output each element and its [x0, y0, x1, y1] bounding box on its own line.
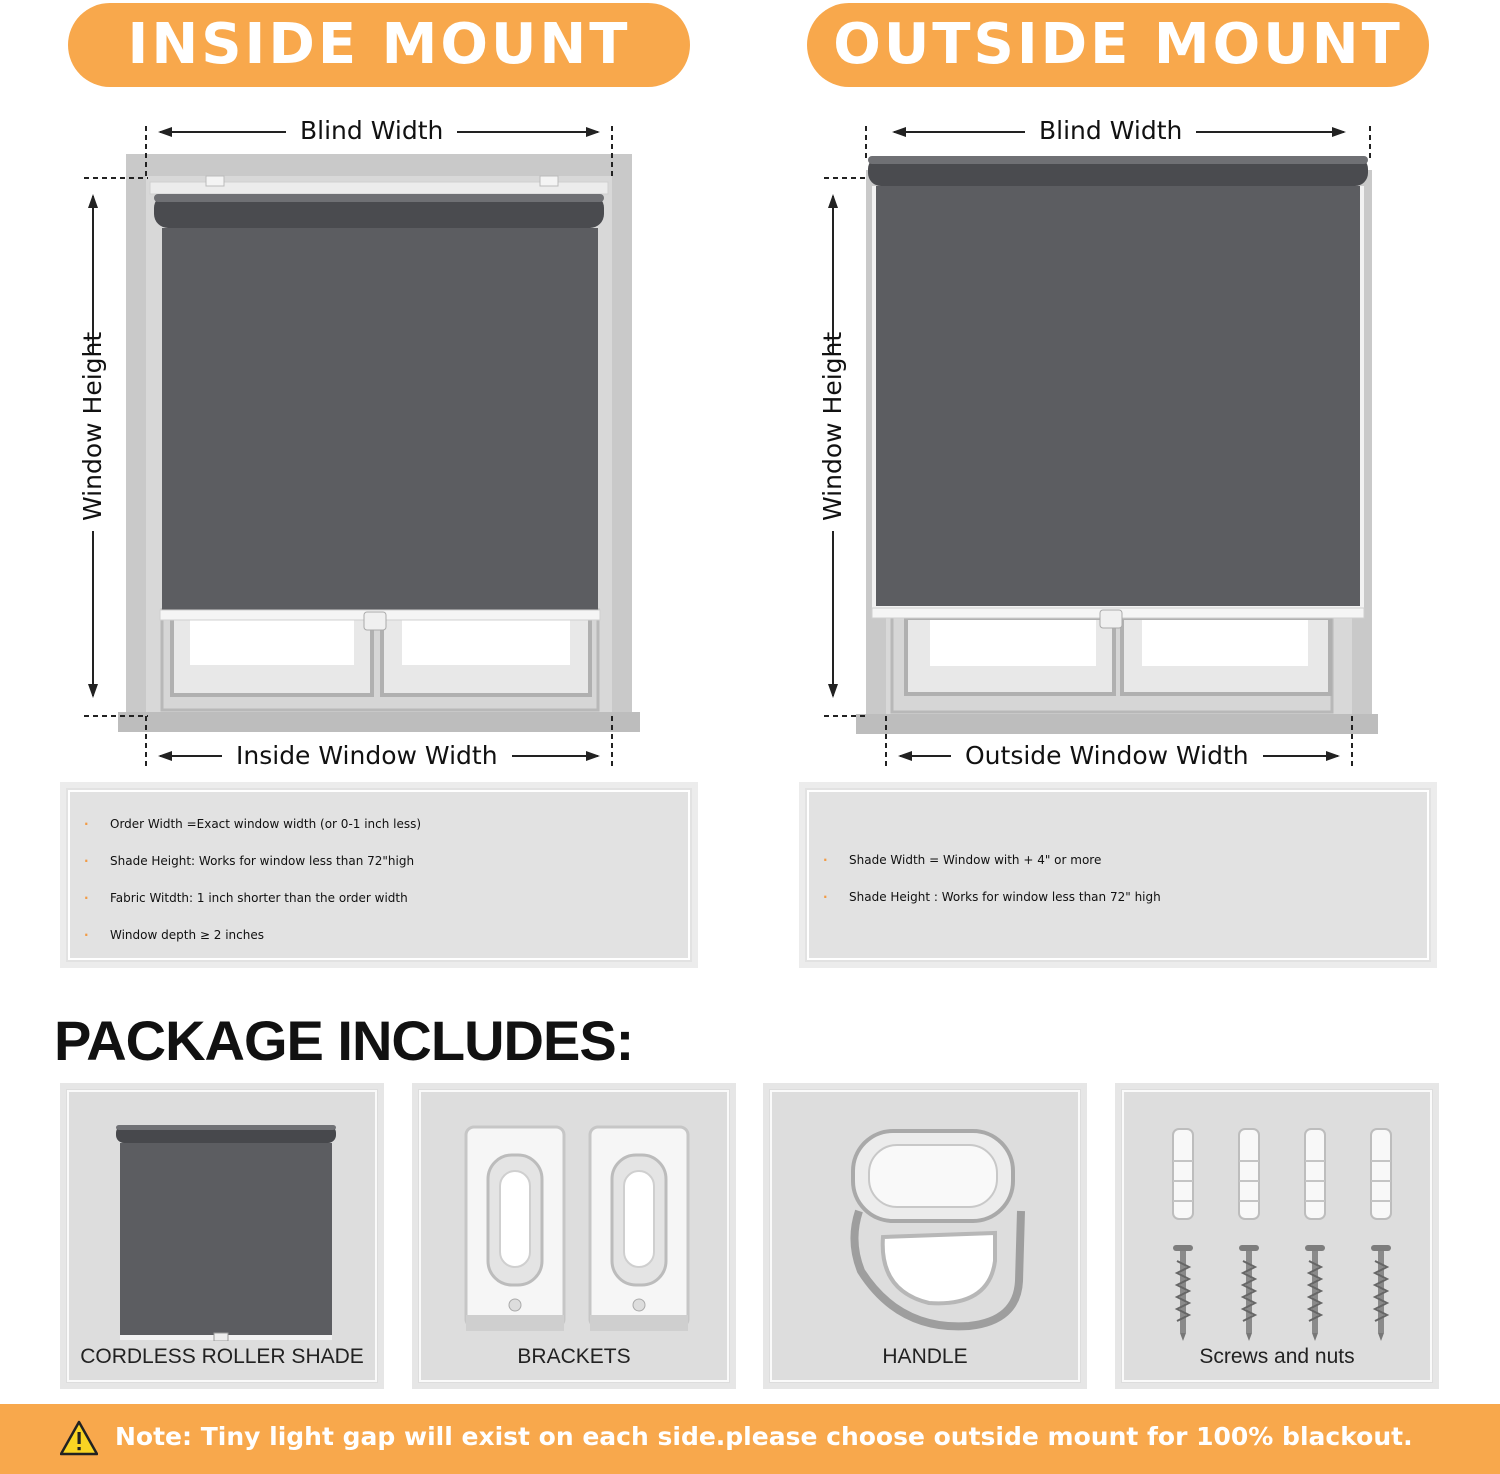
note-bar [0, 1404, 1500, 1474]
note-text: Note: Tiny light gap will exist on each side.please choose outside mount for 100% blackout. [115, 1422, 1413, 1451]
inside-mount-diagram [0, 110, 750, 780]
list-item: · Shade Height : Works for window less than 72" high [805, 879, 1431, 916]
inside-specs-list [66, 806, 692, 954]
outside-mount-diagram [750, 110, 1500, 780]
package-card-handle [763, 1083, 1087, 1389]
package-item-label: Screws and nuts [1199, 1345, 1355, 1368]
list-item: · Shade Width = Window with + 4" or more [805, 842, 1431, 879]
warning-icon [60, 1420, 98, 1456]
inside-window-height-label: Window Height [78, 355, 108, 531]
outside-mount-title: OUTSIDE MOUNT [807, 3, 1429, 87]
list-item: · Order Width =Exact window width (or 0-1 inch less) [66, 806, 692, 843]
outside-specs-list [805, 842, 1431, 916]
screw-icon [1161, 1121, 1405, 1345]
package-item-label: HANDLE [882, 1345, 968, 1368]
list-item: · Fabric Witdth: 1 inch shorter than the order width [66, 880, 692, 917]
inside-window-width-label: Inside Window Width [222, 741, 512, 771]
roller-shade-icon [110, 1119, 340, 1341]
package-card-brackets [412, 1083, 736, 1389]
package-title: PACKAGE INCLUDES: [54, 1009, 634, 1072]
package-card-roller-shade [60, 1083, 384, 1389]
bracket-icon [458, 1121, 698, 1341]
outside-window-height-label: Window Height [818, 355, 848, 531]
inside-shade-fabric [162, 228, 598, 612]
handle-icon [839, 1121, 1029, 1341]
outside-window-width-label: Outside Window Width [951, 741, 1263, 771]
list-item: · Shade Height: Works for window less than 72"high [66, 843, 692, 880]
package-item-label: BRACKETS [517, 1345, 631, 1368]
inside-blind-width-label: Blind Width [286, 116, 457, 146]
outside-shade-fabric [876, 186, 1360, 606]
list-item: · Window depth ≥ 2 inches [66, 917, 692, 954]
package-card-screws [1115, 1083, 1439, 1389]
inside-mount-title: INSIDE MOUNT [68, 3, 690, 87]
outside-blind-width-label: Blind Width [1025, 116, 1196, 146]
package-item-label: CORDLESS ROLLER SHADE [80, 1345, 364, 1368]
inside-specs-box [60, 782, 698, 968]
outside-specs-box [799, 782, 1437, 968]
